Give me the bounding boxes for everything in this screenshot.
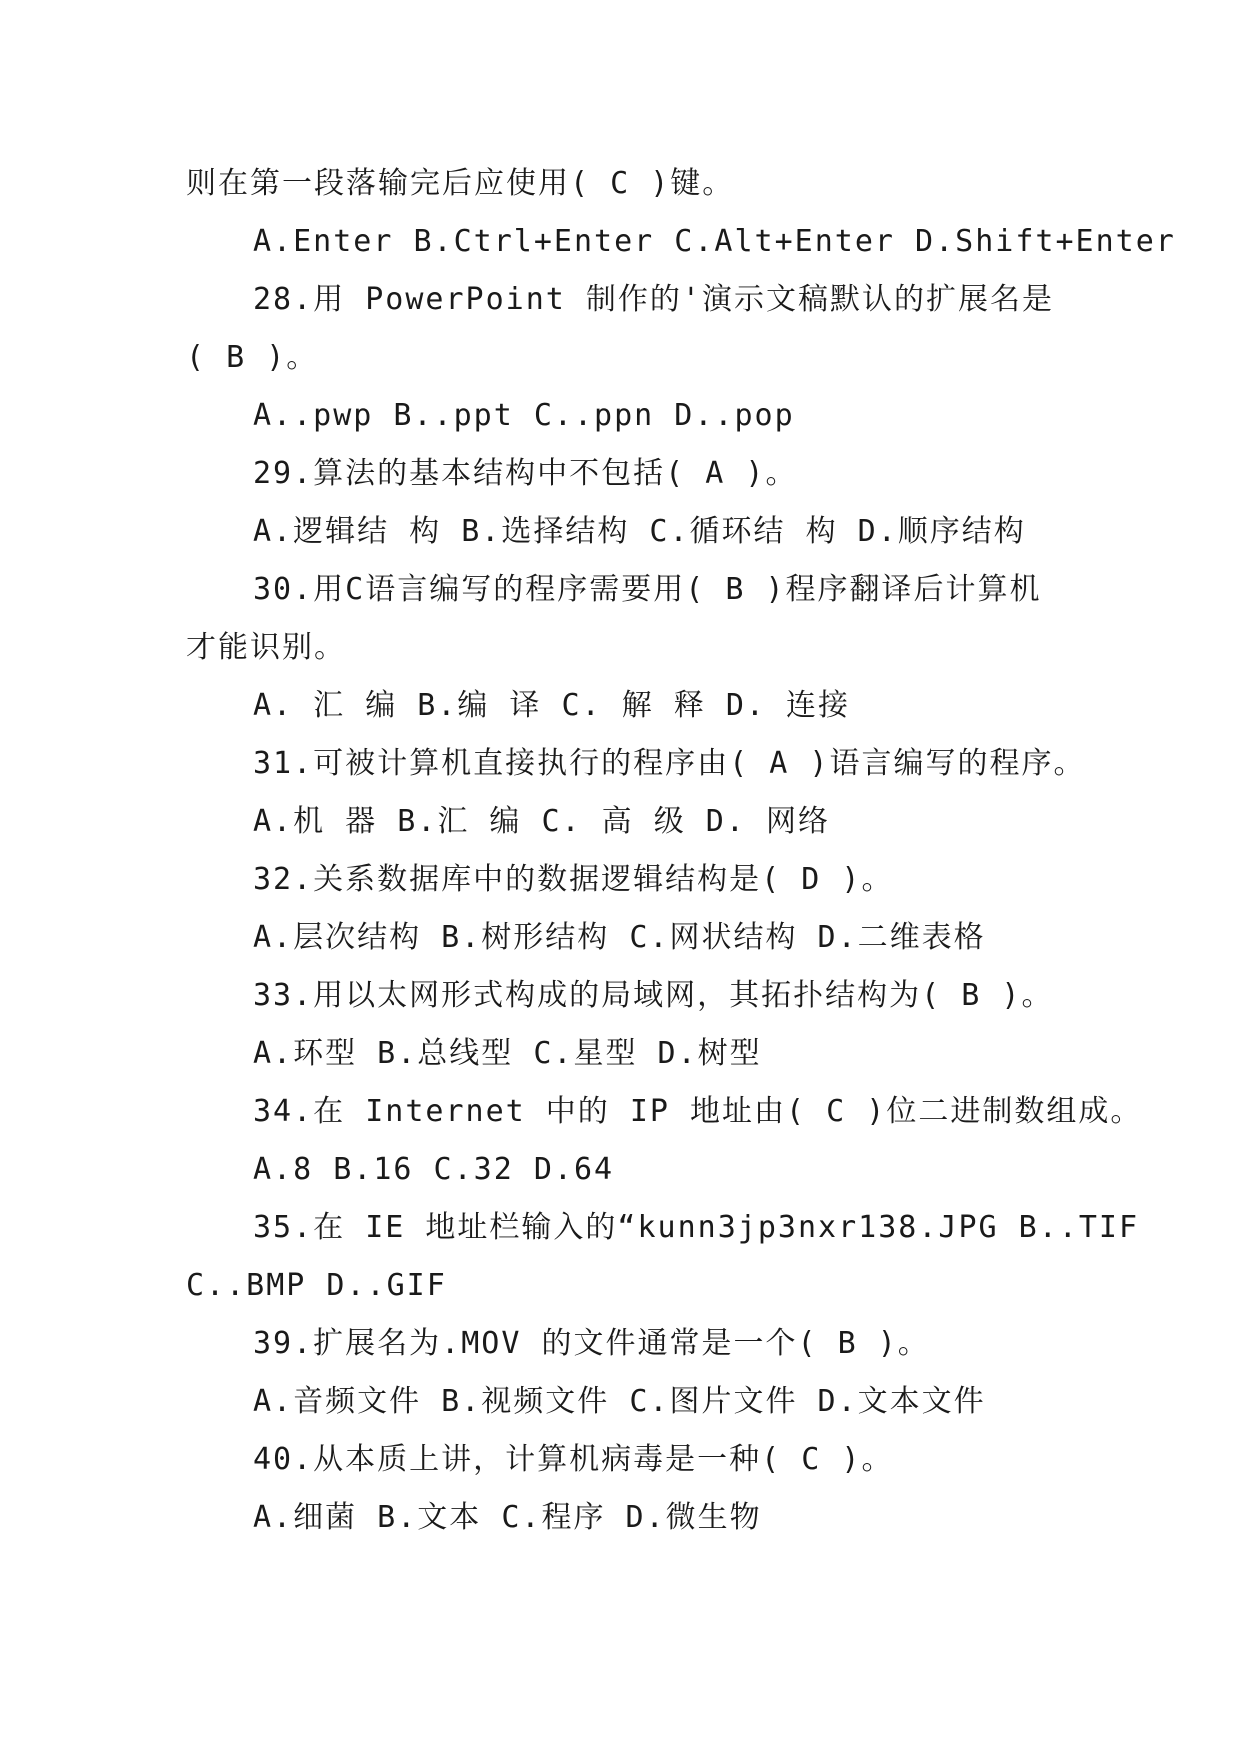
answer-options: A. 汇 编 B.编 译 C. 解 释 D. 连接: [253, 688, 851, 723]
question-text: 34.在 Internet 中的 IP 地址由( C )位二进制数组成。: [253, 1094, 1143, 1129]
answer-options: A..pwp B..ppt C..ppn D..pop: [253, 398, 795, 433]
question-text: 30.用C语言编写的程序需要用( B )程序翻译后计算机: [253, 572, 1042, 607]
text-line: ( B )。: [186, 340, 319, 375]
question-text: 39.扩展名为.MOV 的文件通常是一个( B )。: [253, 1326, 930, 1361]
answer-options: A.机 器 B.汇 编 C. 高 级 D. 网络: [253, 804, 830, 839]
text-line: 才能识别。: [186, 630, 346, 665]
answer-options: A.音频文件 B.视频文件 C.图片文件 D.文本文件: [253, 1384, 986, 1419]
question-text: 33.用以太网形式构成的局域网，其拓扑结构为( B )。: [253, 978, 1054, 1013]
answer-options: A.Enter B.Ctrl+Enter C.Alt+Enter D.Shift+Enter: [253, 224, 1176, 259]
question-text: 32.关系数据库中的数据逻辑结构是( D )。: [253, 862, 894, 897]
question-text: 28.用 PowerPoint 制作的'演示文稿默认的扩展名是: [253, 282, 1054, 317]
answer-options: A.层次结构 B.树形结构 C.网状结构 D.二维表格: [253, 920, 986, 955]
answer-options: A.8 B.16 C.32 D.64: [253, 1152, 615, 1187]
answer-options: C..BMP D..GIF: [186, 1268, 447, 1303]
answer-options: A.细菌 B.文本 C.程序 D.微生物: [253, 1500, 762, 1535]
question-text: 40.从本质上讲，计算机病毒是一种( C )。: [253, 1442, 894, 1477]
answer-options: A.环型 B.总线型 C.星型 D.树型: [253, 1036, 762, 1071]
question-text: 29.算法的基本结构中不包括( A )。: [253, 456, 798, 491]
question-text: 35.在 IE 地址栏输入的“kunn3jp3nxr138.JPG B..TIF: [253, 1210, 1140, 1245]
text-line: 则在第一段落输完后应使用( C )键。: [186, 166, 735, 201]
question-text: 31.可被计算机直接执行的程序由( A )语言编写的程序。: [253, 746, 1086, 781]
answer-options: A.逻辑结 构 B.选择结构 C.循环结 构 D.顺序结构: [253, 514, 1026, 549]
